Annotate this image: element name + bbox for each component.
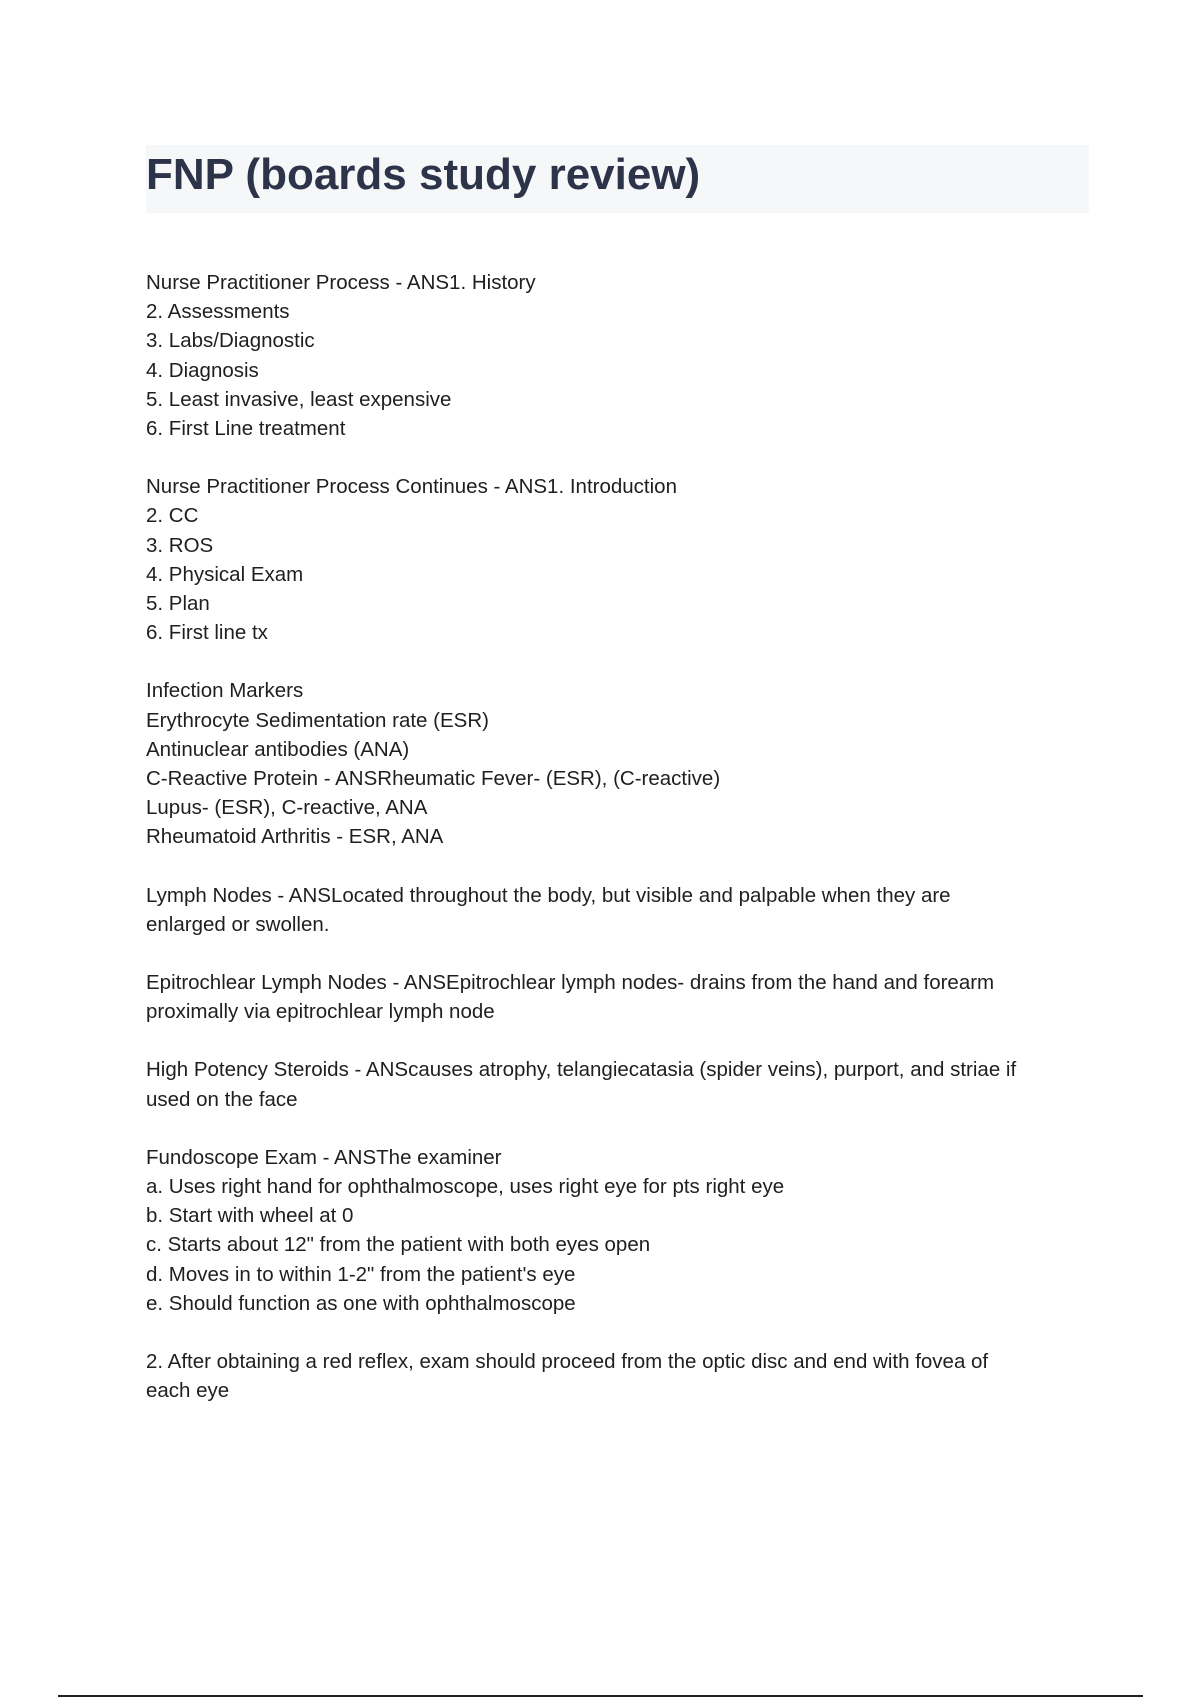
entry-line: 4. Physical Exam — [146, 562, 304, 586]
entry-line: b. Start with wheel at 0 — [146, 1204, 354, 1228]
entry-line: Fundoscope Exam - ANSThe examiner — [146, 1145, 502, 1169]
study-entry — [146, 472, 1091, 647]
study-entry — [146, 968, 1091, 1026]
study-entry — [146, 1143, 1091, 1318]
study-entry — [146, 268, 1091, 443]
entry-line: used on the face — [146, 1087, 298, 1111]
entry-line: Lupus- (ESR), C-reactive, ANA — [146, 796, 428, 820]
entry-line: e. Should function as one with ophthalmoscope — [146, 1291, 576, 1315]
entry-line: Antinuclear antibodies (ANA) — [146, 737, 410, 761]
entry-line: Epitrochlear Lymph Nodes - ANSEpitrochlear lymph nodes- drains from the hand and forearm — [146, 971, 995, 995]
entry-line: 2. Assessments — [146, 300, 290, 324]
entry-line: d. Moves in to within 1-2" from the patient's eye — [146, 1262, 576, 1286]
entry-line: Lymph Nodes - ANSLocated throughout the body, but visible and palpable when they are — [146, 883, 951, 907]
entry-line: C-Reactive Protein - ANSRheumatic Fever- (ESR), (C-reactive) — [146, 767, 721, 791]
entry-line: 4. Diagnosis — [146, 358, 259, 382]
entry-line: 3. ROS — [146, 533, 214, 557]
entry-line: a. Uses right hand for ophthalmoscope, uses right eye for pts right eye — [146, 1175, 785, 1199]
entry-line: enlarged or swollen. — [146, 912, 330, 936]
study-entry — [146, 881, 1091, 939]
study-entry — [146, 1347, 1091, 1405]
entry-line: High Potency Steroids - ANScauses atrophy, telangiecatasia (spider veins), purport, and striae if — [146, 1058, 1017, 1082]
entry-line: 2. CC — [146, 504, 199, 528]
entry-line: c. Starts about 12" from the patient with both eyes open — [146, 1233, 651, 1257]
entry-line: Rheumatoid Arthritis - ESR, ANA — [146, 825, 444, 849]
entry-line: 6. First line tx — [146, 621, 268, 645]
study-entry — [146, 676, 1091, 851]
study-entry — [146, 1055, 1091, 1113]
entry-line: Infection Markers — [146, 679, 304, 703]
page-title: FNP (boards study review) — [146, 150, 701, 199]
entry-line: Nurse Practitioner Process Continues - ANS1. Introduction — [146, 475, 677, 499]
entry-line: Erythrocyte Sedimentation rate (ESR) — [146, 708, 489, 732]
entry-line: 5. Plan — [146, 592, 210, 616]
entry-line: each eye — [146, 1379, 230, 1403]
entry-line: proximally via epitrochlear lymph node — [146, 1000, 495, 1024]
study-content — [146, 268, 1091, 1435]
entry-line: 5. Least invasive, least expensive — [146, 387, 452, 411]
entry-line: 2. After obtaining a red reflex, exam should proceed from the optic disc and end with fovea of — [146, 1350, 989, 1374]
entry-line: 6. First Line treatment — [146, 417, 346, 441]
entry-line: 3. Labs/Diagnostic — [146, 329, 315, 353]
footer-divider — [58, 1695, 1143, 1697]
entry-line: Nurse Practitioner Process - ANS1. History — [146, 271, 536, 294]
